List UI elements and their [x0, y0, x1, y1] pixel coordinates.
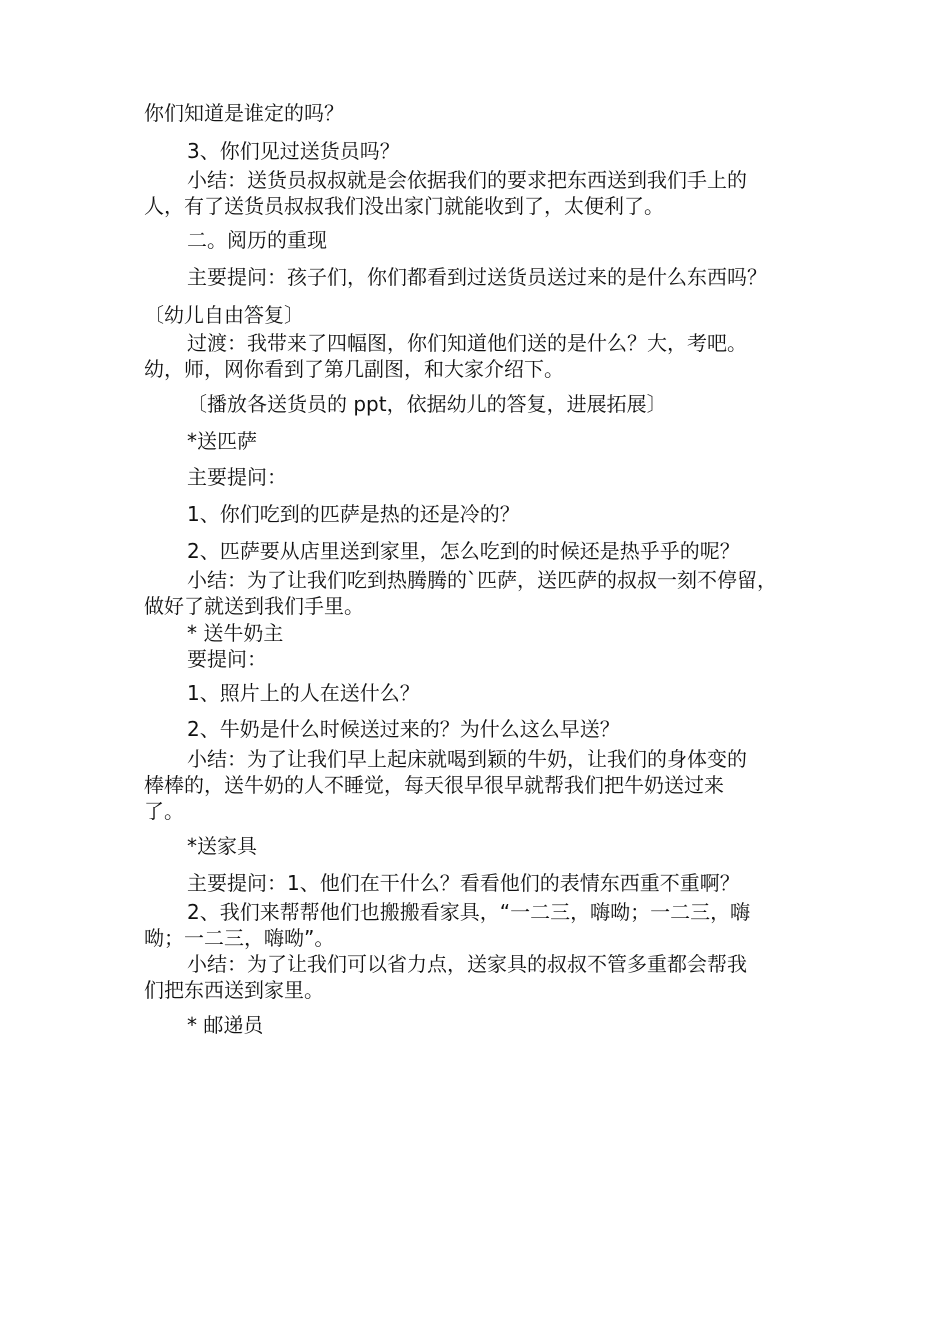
text-line: 做好了就送到我们手里。: [144, 594, 364, 618]
subheading: * 送牛奶主: [187, 621, 284, 645]
text-line: 人，有了送货员叔叔我们没出家门就能收到了，太便利了。: [144, 194, 664, 218]
text-line: 主要提问：1、他们在干什么？看看他们的表情东西重不重啊？: [187, 871, 740, 895]
text-line: 小结：为了让我们可以省力点，送家具的叔叔不管多重都会帮我: [187, 952, 747, 976]
text-line: 过渡：我带来了四幅图，你们知道他们送的是什么？大，考吧。: [187, 331, 747, 355]
text-line: 〔播放各送货员的 ppt，依据幼儿的答复，进展拓展〕: [187, 392, 667, 416]
text-line: 幼，师，网你看到了第几副图，和大家介绍下。: [144, 357, 564, 381]
text-line: 小结：为了让我们早上起床就喝到颖的牛奶，让我们的身体变的: [187, 747, 747, 771]
text-line: 主要提问：: [187, 465, 287, 489]
text-line: 小结：送货员叔叔就是会依据我们的要求把东西送到我们手上的: [187, 168, 747, 192]
section-heading: 二。阅历的重现: [187, 228, 327, 252]
text-line: 2、匹萨要从店里送到家里，怎么吃到的时候还是热乎乎的呢？: [187, 539, 740, 563]
text-line: 了。: [144, 799, 184, 823]
text-line: 你们知道是谁定的吗？: [144, 101, 344, 125]
subheading: *送家具: [187, 834, 257, 858]
text-line: 棒棒的，送牛奶的人不睡觉，每天很早很早就帮我们把牛奶送过来: [144, 773, 724, 797]
text-line: 1、照片上的人在送什么？: [187, 681, 420, 705]
text-line: 2、我们来帮帮他们也搬搬看家具，“一二三，嗨呦；一二三，嗨: [187, 900, 751, 924]
text-line: 呦；一二三，嗨呦”。: [144, 926, 335, 950]
text-line: 1、你们吃到的匹萨是热的还是冷的？: [187, 502, 520, 526]
text-line: 3、你们见过送货员吗？: [187, 139, 400, 163]
subheading: *送匹萨: [187, 429, 257, 453]
text-line: 〔幼儿自由答复〕: [144, 303, 304, 327]
text-line: 小结：为了让我们吃到热腾腾的`匹萨，送匹萨的叔叔一刻不停留，: [187, 568, 777, 592]
text-line: 要提问：: [187, 647, 267, 671]
text-line: 2、牛奶是什么时候送过来的？为什么这么早送？: [187, 717, 620, 741]
subheading: * 邮递员: [187, 1013, 264, 1037]
text-line: 们把东西送到家里。: [144, 978, 324, 1002]
text-line: 主要提问：孩子们，你们都看到过送货员送过来的是什么东西吗？: [187, 265, 767, 289]
